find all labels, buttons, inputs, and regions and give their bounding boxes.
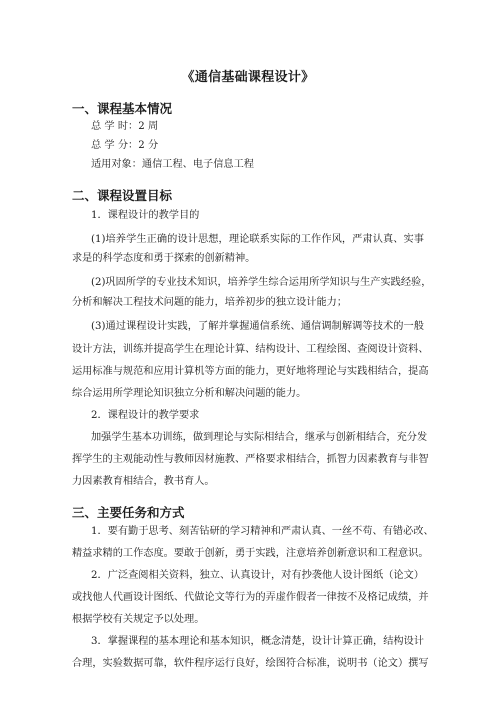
section-heading-tasks: 三、主要任务和方式 [72, 505, 185, 520]
paragraph-line: 力因素教育相结合，教书育人。 [72, 476, 215, 487]
paragraph-line: 精益求精的工作态度。要敢于创新，勇于实践，注意培养创新意识和工程意识。 [72, 548, 429, 559]
document-title: 《通信基础课程设计》 [181, 70, 315, 85]
paragraph-line: 合理，实验数据可靠，软件程序运行良好，绘图符合标准，说明书（论文）撰写 [72, 658, 429, 669]
section-heading-goals: 二、课程设置目标 [72, 188, 173, 203]
subheading-teaching-purpose: 1．课程设计的教学目的 [91, 210, 200, 221]
paragraph-line: 加强学生基本功训练，做到理论与实际相结合，继承与创新相结合，充分发 [91, 432, 428, 443]
paragraph-line: (2)巩固所学的专业技术知识，培养学生综合运用所学知识与生产实践经验， [91, 277, 432, 288]
paragraph-line: 根据学校有关规定予以处理。 [72, 614, 205, 625]
paragraph-line: (1)培养学生正确的设计思想，理论联系实际的工作作风，严肃认真、实事 [91, 234, 424, 245]
paragraph-line: 设计方法，训练并提高学生在理论计算、结构设计、工程绘图、查阅设计资料、 [72, 344, 429, 355]
paragraph-line: 综合运用所学理论知识独立分析和解决问题的能力。 [72, 388, 307, 399]
paragraph-line: 2．广泛查阅相关资料，独立、认真设计，对有抄袭他人设计图纸（论文） [91, 570, 424, 581]
info-total-hours: 总 学 时：2 周 [91, 121, 159, 132]
info-total-credits: 总 学 分：2 分 [91, 140, 159, 151]
paragraph-line: 求是的科学态度和勇于探索的创新精神。 [72, 253, 256, 264]
subheading-teaching-requirements: 2．课程设计的教学要求 [91, 410, 200, 421]
paragraph-line: 运用标准与规范和应用计算机等方面的能力，更好地将理论与实践相结合，提高 [72, 366, 429, 377]
paragraph-line: 1．要有勤于思考、刻苦钻研的学习精神和严肃认真、一丝不苟、有错必改、 [91, 526, 434, 537]
paragraph-line: 挥学生的主观能动性与教师因材施教、严格要求相结合，抓智力因素教育与非智 [72, 454, 429, 465]
info-audience: 适用对象：通信工程、电子信息工程 [91, 159, 254, 170]
paragraph-line: (3)通过课程设计实践，了解并掌握通信系统、通信调制解调等技术的一般 [91, 321, 424, 332]
paragraph-line: 分析和解决工程技术问题的能力，培养初步的独立设计能力； [72, 297, 348, 308]
paragraph-line: 3．掌握课程的基本理论和基本知识，概念清楚，设计计算正确，结构设计 [91, 636, 424, 647]
section-heading-basic-info: 一、课程基本情况 [72, 101, 173, 116]
paragraph-line: 或找他人代画设计图纸、代做论文等行为的弄虚作假者一律按不及格记成绩，并 [72, 592, 429, 603]
